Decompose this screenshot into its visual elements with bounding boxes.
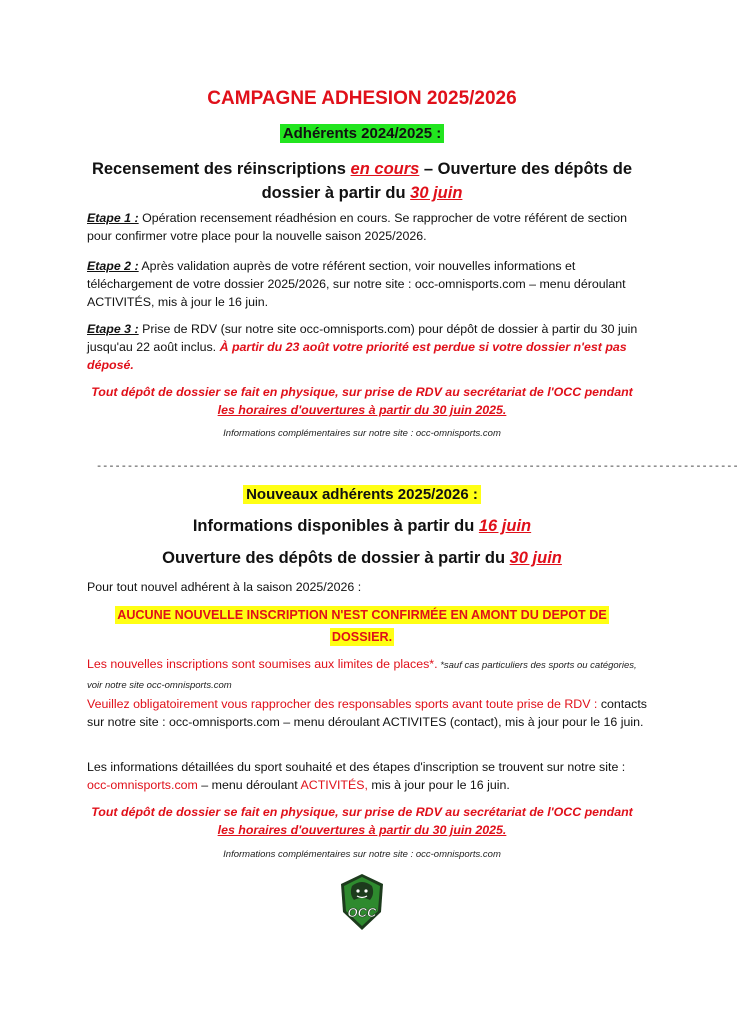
notice2-line1: Tout dépôt de dossier se fait en physique, sur prise de RDV au secrétariat de l'OCC pendant: [91, 805, 633, 819]
details-activites: ACTIVITÉS,: [300, 778, 368, 792]
logo-text: OCC: [347, 905, 377, 920]
subheading-text-2: – Ouverture des dépôts de: [419, 160, 633, 178]
divider: --------------------------------------------------------------------------------------------------------: [96, 461, 739, 473]
details-paragraph: [87, 758, 647, 794]
section1-subheading-line2: [0, 181, 724, 205]
step1-label: Etape 1 :: [87, 211, 139, 225]
section2-warning: [60, 604, 664, 648]
occ-logo-svg: [337, 872, 387, 932]
contact-paragraph: [87, 695, 647, 731]
details-text2: – menu déroulant: [197, 778, 301, 792]
opening-text: Ouverture des dépôts de dossier à partir du: [162, 549, 510, 567]
section1-subheading: [0, 157, 724, 205]
details-site: occ-omnisports.com: [87, 778, 198, 792]
subheading-em: en cours: [350, 160, 420, 178]
contact-red: Veuillez obligatoirement vous rapprocher des responsables sports avant toute prise de RDV :: [87, 697, 598, 711]
section1-notice: [60, 383, 664, 419]
page-title: CAMPAGNE ADHESION 2025/2026: [207, 88, 517, 109]
step3-label: Etape 3 :: [87, 322, 139, 336]
info-available-text: Informations disponibles à partir du: [192, 517, 479, 535]
section1-info: Informations complémentaires sur notre site : occ-omnisports.com: [223, 428, 501, 439]
section1-heading-wrap: [0, 125, 724, 143]
step3-text: Prise de RDV (sur notre site occ-omnisports.com) pour dépôt de dossier à partir du 30 juin jusqu'au 22 août inclus.: [87, 322, 638, 354]
step2-paragraph: [87, 257, 647, 311]
info-available-date: 16 juin: [478, 517, 532, 535]
section2-opening: [0, 546, 724, 570]
contact-text: contacts sur notre site : occ-omnisports.com – menu déroulant ACTIVITES (contact), mis à jour pour le 16 juin.: [87, 697, 647, 729]
step3-warning: À partir du 23 août votre priorité est perdue si votre dossier n'est pas déposé.: [87, 340, 627, 372]
step2-text: Après validation auprès de votre référent section, voir nouvelles informations et téléchargement de votre dossier 2025/2026, sur notre site : occ-omnisports.com – menu déroulant ACTIVITÉS, mis à jour le 16 juin.: [87, 259, 626, 309]
limits-note: *sauf cas particuliers des sports ou catégories, voir notre site occ-omnisports.com: [87, 660, 637, 691]
subheading-date: 30 juin: [410, 184, 463, 202]
notice-line2: les horaires d'ouvertures à partir du 30 juin 2025.: [217, 403, 507, 417]
section2-intro: Pour tout nouvel adhérent à la saison 2025/2026 :: [87, 580, 362, 594]
section2-info-available: [0, 514, 724, 538]
limits-paragraph: [87, 655, 647, 695]
opening-date: 30 juin: [509, 549, 562, 567]
section1-subheading-line1: [0, 157, 724, 181]
limits-text: Les nouvelles inscriptions sont soumises aux limites de places*.: [87, 657, 438, 671]
subheading-line2-text: dossier à partir du: [261, 184, 411, 202]
warning-line2: DOSSIER.: [331, 630, 393, 644]
notice-line1: Tout dépôt de dossier se fait en physique, sur prise de RDV au secrétariat de l'OCC pendant: [91, 385, 633, 399]
section2-notice: [60, 803, 664, 839]
notice2-line2: les horaires d'ouvertures à partir du 30 juin 2025.: [217, 823, 507, 837]
step1-paragraph: [87, 209, 647, 245]
section1-heading: Adhérents 2024/2025 :: [280, 124, 444, 143]
occ-logo-icon: [337, 872, 387, 932]
section2-heading-wrap: [0, 486, 724, 504]
details-text1: Les informations détaillées du sport souhaité et des étapes d'inscription se trouvent sur notre site :: [87, 760, 626, 774]
section2-info: Informations complémentaires sur notre site : occ-omnisports.com: [223, 849, 501, 860]
section2-heading: Nouveaux adhérents 2025/2026 :: [243, 485, 481, 504]
step1-text: Opération recensement réadhésion en cours. Se rapprocher de votre référent de section pour confirmer votre place pour la nouvelle saison 2025/2026.: [87, 211, 627, 243]
subheading-text: Recensement des réinscriptions: [91, 160, 351, 178]
step3-paragraph: [87, 320, 647, 374]
warning-line1: AUCUNE NOUVELLE INSCRIPTION N'EST CONFIRMÉE EN AMONT DU DEPOT DE: [117, 608, 607, 622]
step2-label: Etape 2 :: [87, 259, 139, 273]
details-text3: mis à jour pour le 16 juin.: [367, 778, 510, 792]
